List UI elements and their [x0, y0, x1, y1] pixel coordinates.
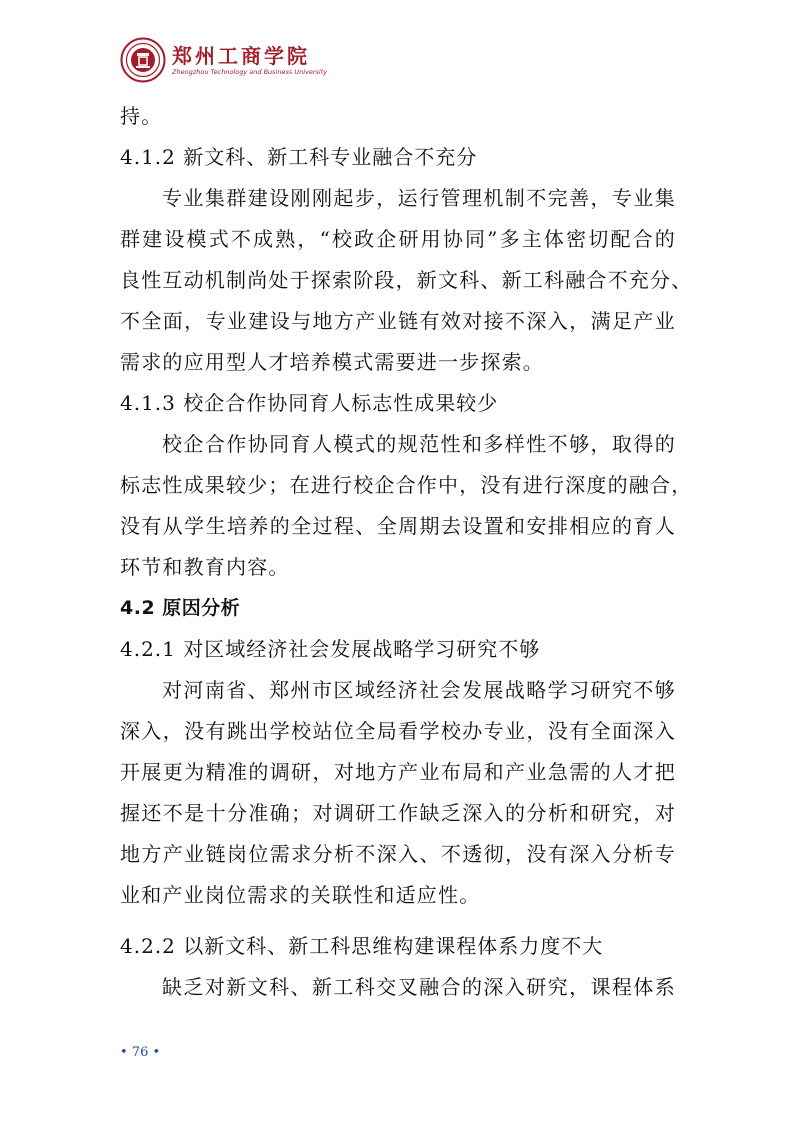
section-heading: 4.2 原因分析: [120, 597, 241, 619]
paragraph-line: 专业集群建设刚刚起步，运行管理机制不完善，专业集: [162, 186, 676, 210]
subsection-heading: 4.1.2 新文科、新工科专业融合不充分: [120, 145, 478, 169]
paragraph-gap: [120, 916, 676, 926]
paragraph-line: 环节和教育内容。: [120, 555, 290, 579]
subsection-heading: 4.1.3 校企合作协同育人标志性成果较少: [120, 391, 499, 415]
paragraph-line: 没有从学生培养的全过程、全周期去设置和安排相应的育人: [120, 514, 676, 538]
paragraph-line: 对河南省、郑州市区域经济社会发展战略学习研究不够: [162, 678, 676, 702]
subsection-heading: 4.2.1 对区域经济社会发展战略学习研究不够: [120, 637, 541, 661]
school-name-cn: 郑州工商学院: [172, 43, 310, 68]
subsection-heading: 4.2.2 以新文科、新工科思维构建课程体系力度不大: [120, 934, 604, 958]
paragraph-line: 地方产业链岗位需求分析不深入、不透彻，没有深入分析专: [120, 842, 676, 866]
paragraph-line: 校企合作协同育人模式的规范性和多样性不够，取得的: [162, 432, 676, 456]
body-line: 持。: [120, 104, 163, 128]
paragraph-line: 开展更为精准的调研，对地方产业布局和产业急需的人才把: [120, 760, 676, 784]
school-brand: [172, 44, 327, 77]
page-header: [120, 34, 327, 86]
paragraph-line: 不全面，专业建设与地方产业链有效对接不深入，满足产业: [120, 309, 676, 333]
page-number: • 76 •: [120, 1045, 161, 1060]
paragraph-line: 深入，没有跳出学校站位全局看学校办专业，没有全面深入: [120, 719, 676, 743]
paragraph-line: 标志性成果较少；在进行校企合作中，没有进行深度的融合，: [120, 473, 693, 497]
paragraph-line: 群建设模式不成熟，“校政企研用协同”多主体密切配合的: [120, 227, 676, 251]
paragraph-line: 缺乏对新文科、新工科交叉融合的深入研究，课程体系: [162, 975, 676, 999]
school-name-en: Zhengzhou Technology and Business University: [172, 67, 328, 76]
school-seal-icon: [120, 37, 166, 83]
paragraph-line: 握还不是十分准确；对调研工作缺乏深入的分析和研究，对: [120, 801, 676, 825]
paragraph-line: 需求的应用型人才培养模式需要进一步探索。: [120, 350, 544, 374]
paragraph-line: 业和产业岗位需求的关联性和适应性。: [120, 883, 481, 907]
paragraph-line: 良性互动机制尚处于探索阶段，新文科、新工科融合不充分、: [120, 268, 693, 292]
document-body: [120, 96, 693, 1008]
